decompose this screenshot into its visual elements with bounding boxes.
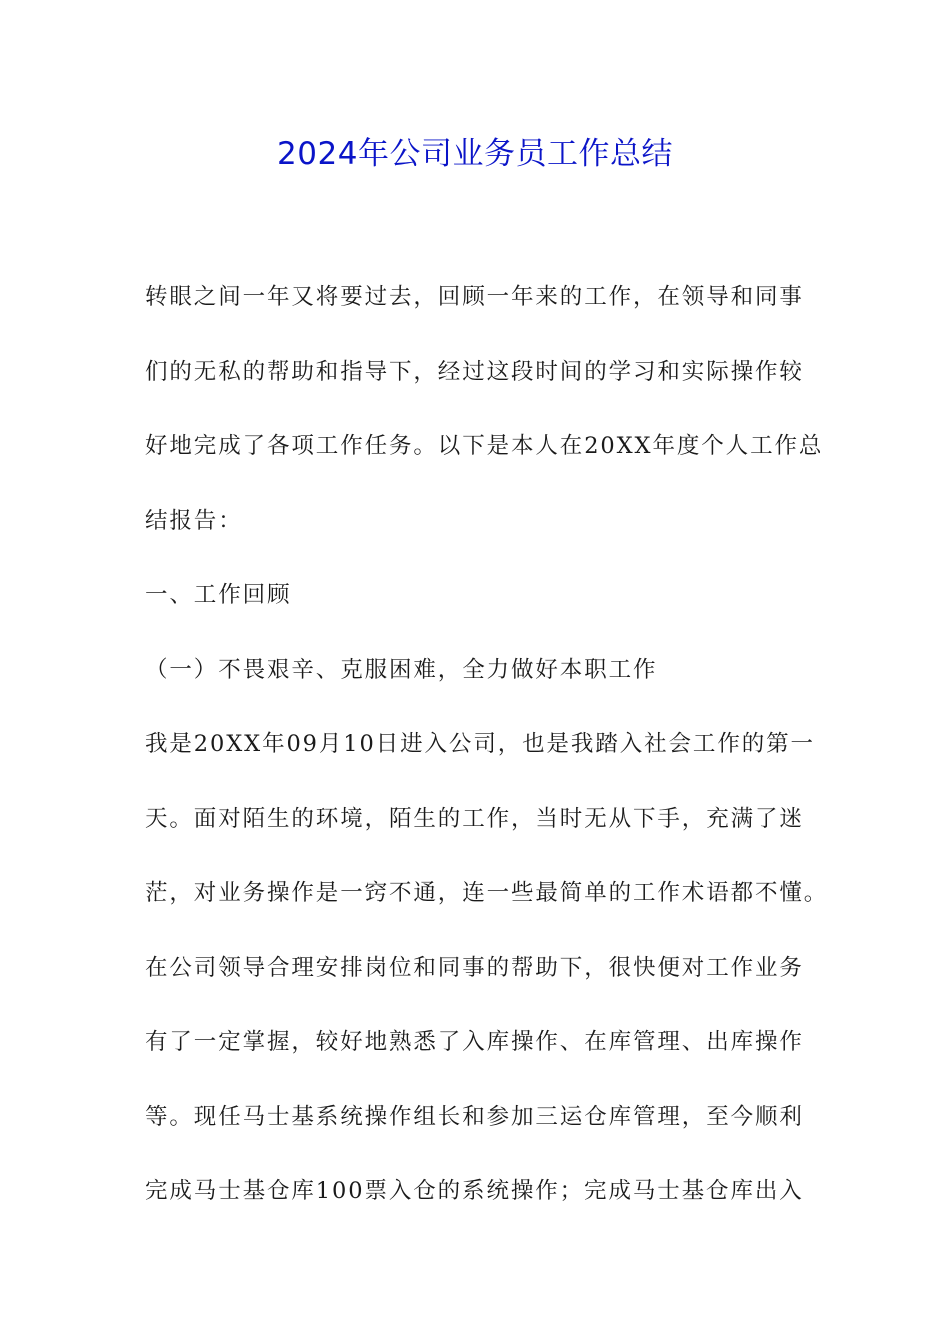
paragraph-line: 在公司领导合理安排岗位和同事的帮助下，很快便对工作业务: [145, 954, 804, 981]
paragraph-line: 有了一定掌握，较好地熟悉了入库操作、在库管理、出库操作: [145, 1029, 804, 1055]
paragraph-line: 天。面对陌生的环境，陌生的工作，当时无从下手，充满了迷: [145, 805, 804, 832]
paragraph-line: 好地完成了各项工作任务。以下是本人在20XX年度个人工作总: [145, 433, 824, 459]
section-heading: 一、工作回顾: [145, 582, 292, 608]
paragraph-line: 我是20XX年09月10日进入公司，也是我踏入社会工作的第一: [145, 731, 815, 757]
paragraph-line: 完成马士基仓库100票入仓的系统操作；完成马士基仓库出入: [145, 1178, 804, 1204]
document-body: [145, 260, 829, 1229]
paragraph-line: 等。现任马士基系统操作组长和参加三运仓库管理，至今顺利: [145, 1103, 804, 1130]
paragraph-line: 结报告：: [145, 507, 243, 534]
document-title: 2024年公司业务员工作总结: [277, 136, 673, 172]
paragraph-line: 们的无私的帮助和指导下，经过这段时间的学习和实际操作较: [145, 358, 804, 385]
paragraph-line: 茫，对业务操作是一窍不通，连一些最简单的工作术语都不懂。: [145, 880, 829, 906]
paragraph-line: 转眼之间一年又将要过去，回顾一年来的工作，在领导和同事: [145, 284, 804, 310]
subsection-heading: （一）不畏艰辛、克服困难，全力做好本职工作: [145, 656, 658, 683]
